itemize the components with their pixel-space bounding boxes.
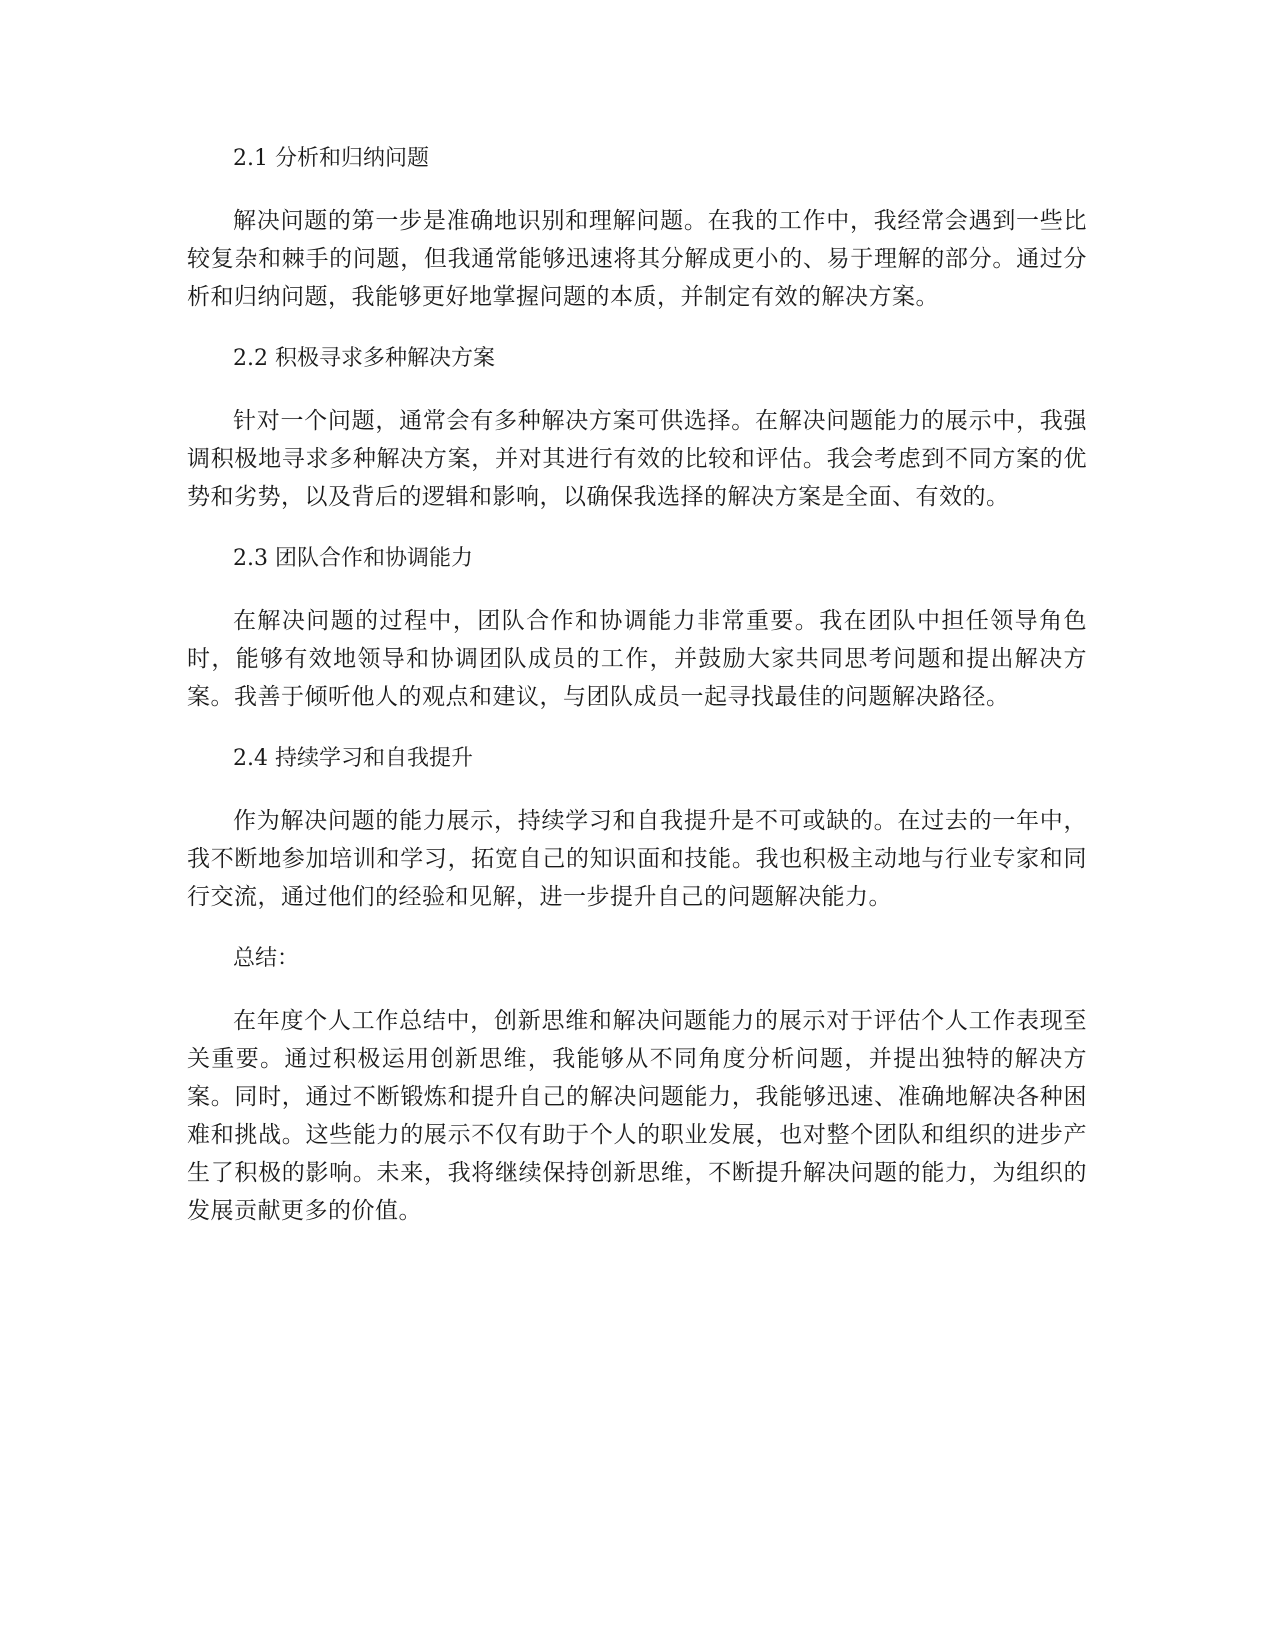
section-paragraph-2-1: 解决问题的第一步是准确地识别和理解问题。在我的工作中，我经常会遇到一些比较复杂和棘手的问题，但我通常能够迅速将其分解成更小的、易于理解的部分。通过分析和归纳问题，我能够更好地掌握问题的本质，并制定有效的解决方案。 [187, 208, 1087, 310]
section-heading-2-2: 2.2 积极寻求多种解决方案 [233, 346, 495, 371]
section-heading-2-3: 2.3 团队合作和协调能力 [233, 546, 473, 571]
section-paragraph-2-4: 作为解决问题的能力展示，持续学习和自我提升是不可或缺的。在过去的一年中，我不断地参加培训和学习，拓宽自己的知识面和技能。我也积极主动地与行业专家和同行交流，通过他们的经验和见解，进一步提升自己的问题解决能力。 [187, 808, 1087, 910]
document-body [187, 144, 1087, 1258]
section-paragraph-2-3: 在解决问题的过程中，团队合作和协调能力非常重要。我在团队中担任领导角色时，能够有效地领导和协调团队成员的工作，并鼓励大家共同思考问题和提出解决方案。我善于倾听他人的观点和建议，与团队成员一起寻找最佳的问题解决路径。 [187, 608, 1087, 710]
summary-paragraph: 在年度个人工作总结中，创新思维和解决问题能力的展示对于评估个人工作表现至关重要。通过积极运用创新思维，我能够从不同角度分析问题，并提出独特的解决方案。同时，通过不断锻炼和提升自己的解决问题能力，我能够迅速、准确地解决各种困难和挑战。这些能力的展示不仅有助于个人的职业发展，也对整个团队和组织的进步产生了积极的影响。未来，我将继续保持创新思维，不断提升解决问题的能力，为组织的发展贡献更多的价值。 [187, 1008, 1087, 1224]
summary-heading: 总结： [233, 946, 300, 971]
section-heading-2-4: 2.4 持续学习和自我提升 [233, 746, 473, 771]
section-paragraph-2-2: 针对一个问题，通常会有多种解决方案可供选择。在解决问题能力的展示中，我强调积极地寻求多种解决方案，并对其进行有效的比较和评估。我会考虑到不同方案的优势和劣势，以及背后的逻辑和影响，以确保我选择的解决方案是全面、有效的。 [187, 408, 1087, 510]
section-heading-2-1: 2.1 分析和归纳问题 [233, 146, 429, 171]
